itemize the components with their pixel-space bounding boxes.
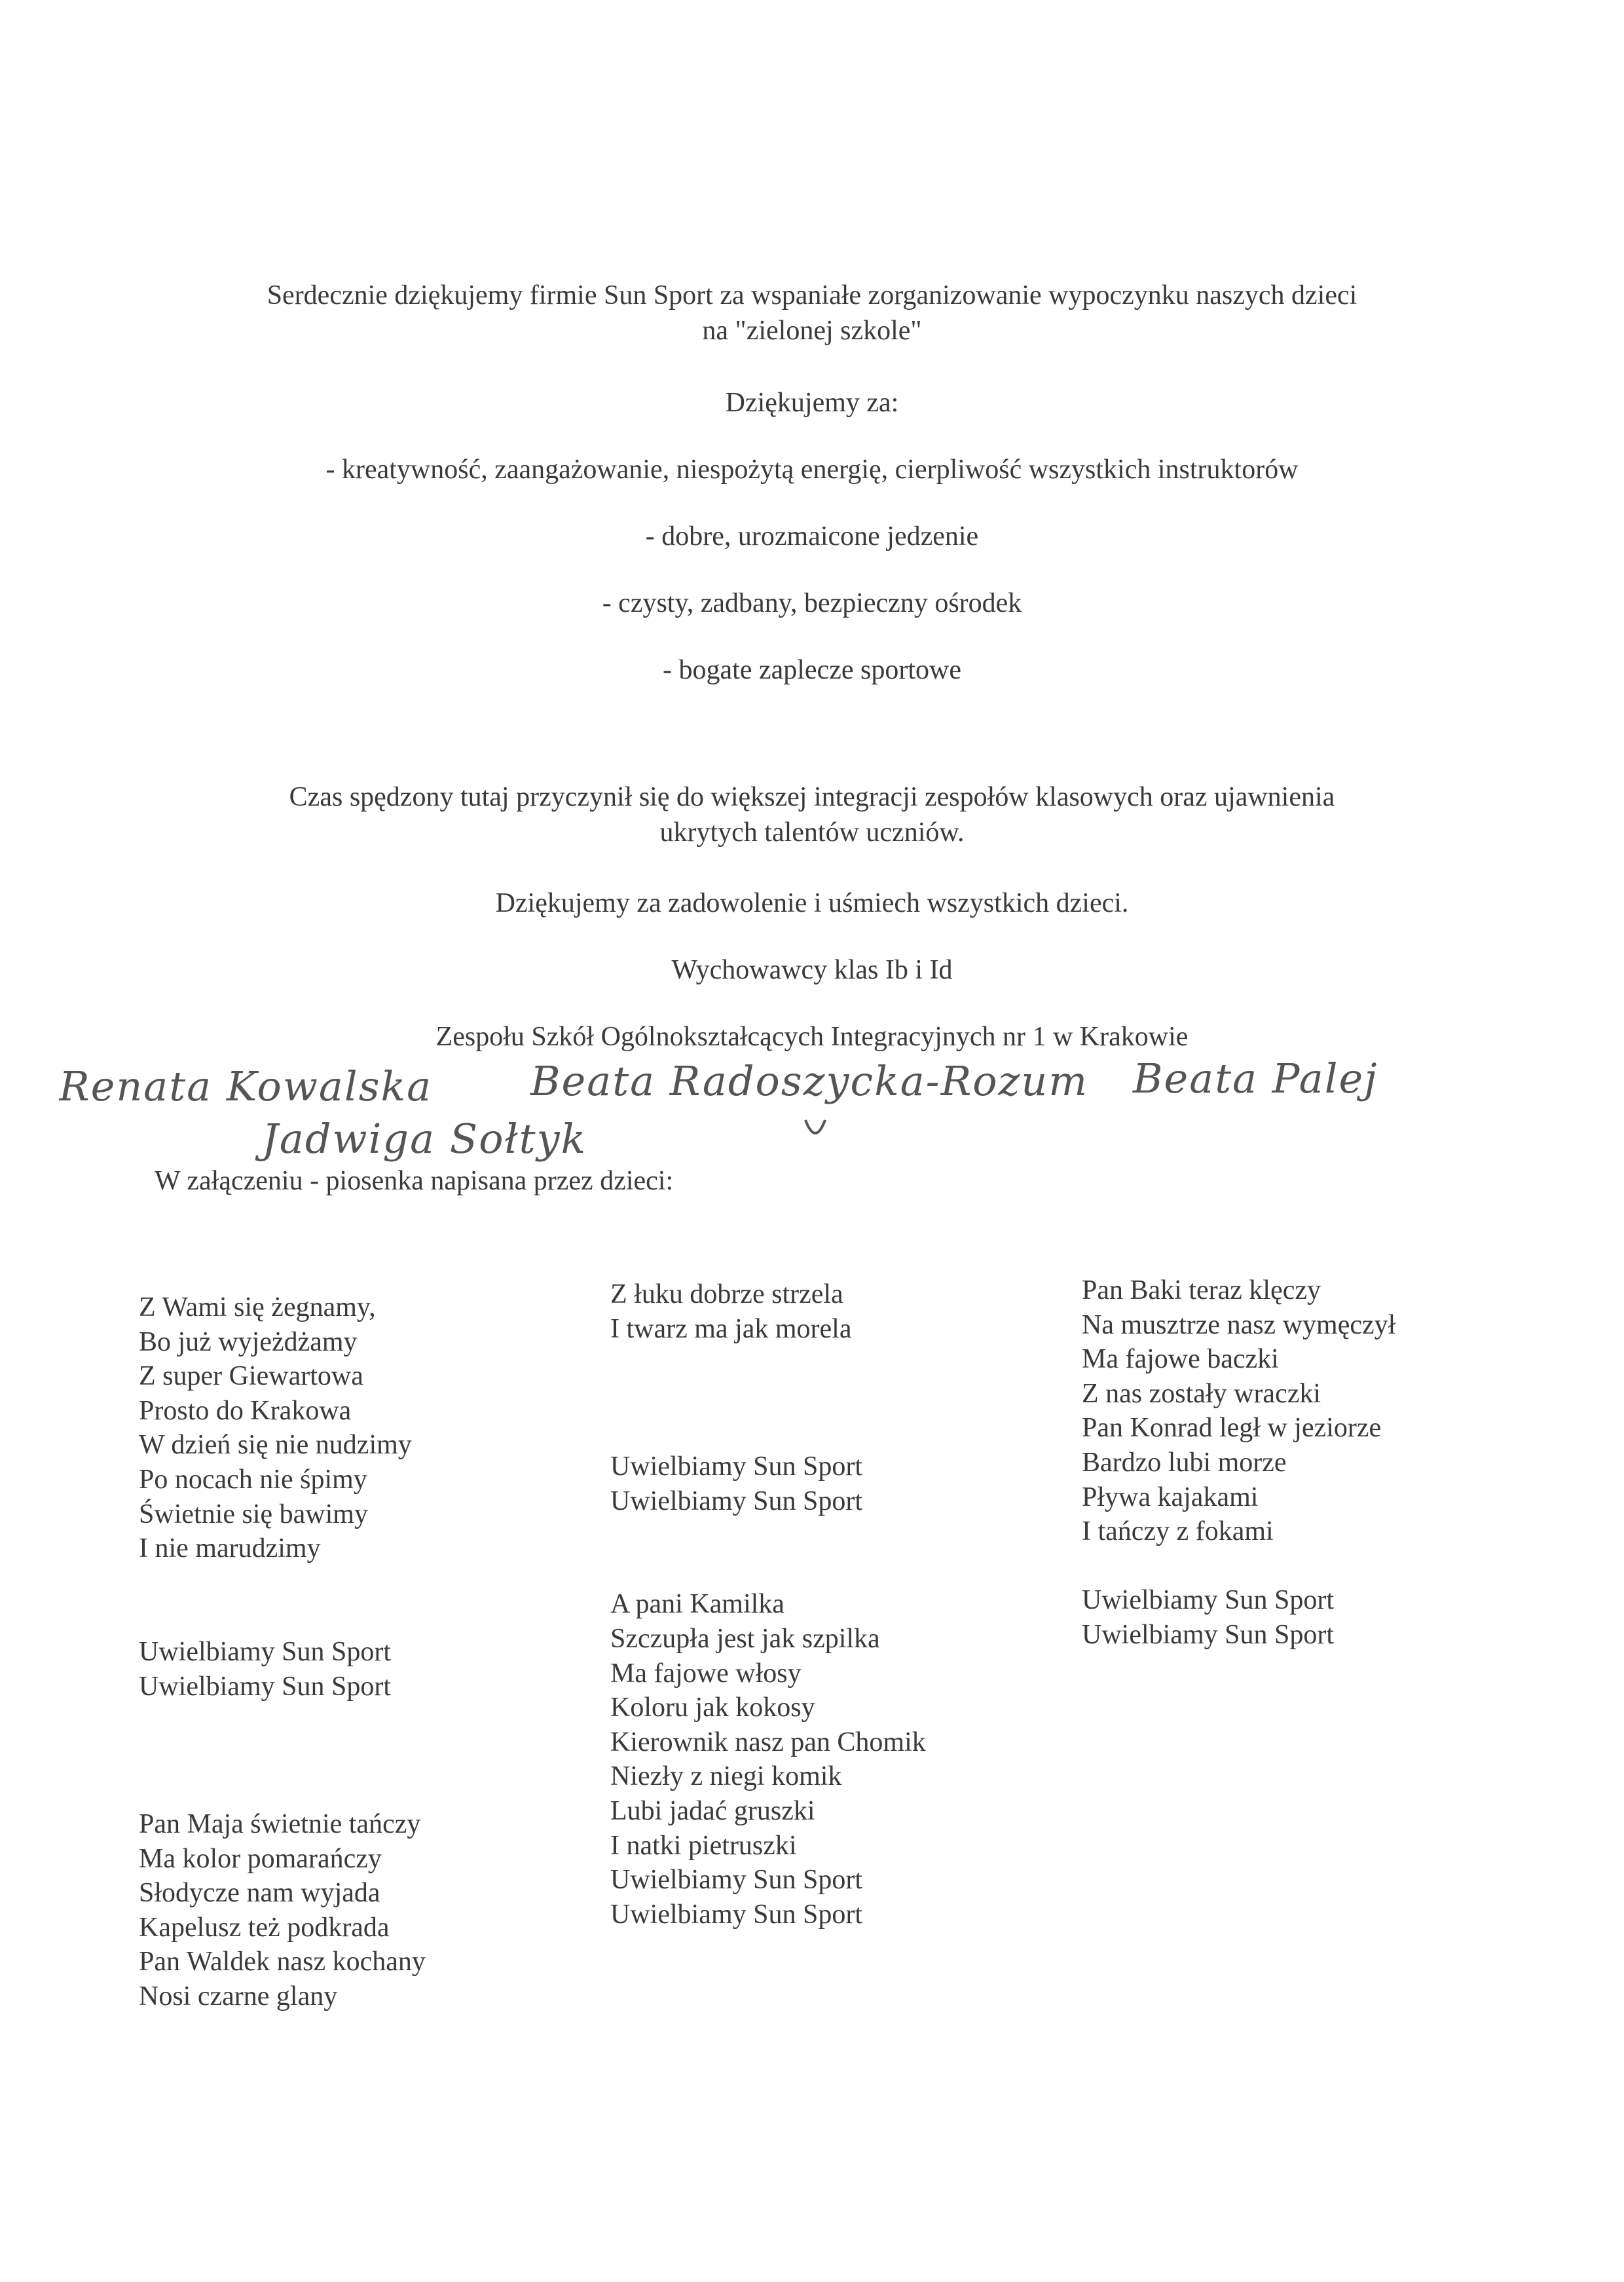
song-line: Z łuku dobrze strzela (610, 1279, 843, 1309)
closing-line: Dziękujemy za zadowolenie i uśmiech wszystkich dzieci. (495, 888, 1129, 918)
signed-by-line: Wychowawcy klas Ib i Id (671, 955, 953, 985)
handwritten-signatures (59, 1041, 1434, 1166)
song-line (610, 1553, 926, 1588)
song-line (139, 1738, 426, 1773)
signature-beata-palej: Beata Palej (1133, 1055, 1378, 1102)
song-line: Pan Waldek nasz kochany (139, 1947, 426, 1977)
integration-line-2: ukrytych talentów uczniów. (659, 817, 965, 848)
thanks-item-food: - dobre, urozmaicone jedzenie (645, 521, 979, 552)
song-line: Kapelusz też podkrada (139, 1912, 390, 1943)
intro-line-1: Serdecznie dziękujemy firmie Sun Sport za wspaniałe zorganizowanie wypoczynku naszych dzieci (267, 280, 1357, 310)
song-line: Kierownik nasz pan Chomik (610, 1727, 926, 1757)
signature-renata-kowalska: Renata Kowalska (59, 1062, 433, 1110)
signature-flourish (805, 1120, 825, 1133)
song-line (1082, 1549, 1395, 1584)
song-column-3 (1082, 1273, 1395, 1653)
thanks-item-sports: - bogate zaplecze sportowe (663, 655, 961, 685)
attachment-label: W załączeniu - piosenka napisana przez dzieci: (155, 1166, 674, 1196)
song-column-2 (610, 1277, 926, 1932)
song-line: Ma fajowe włosy (610, 1658, 802, 1689)
song-line: Bardzo lubi morze (1082, 1447, 1287, 1478)
song-line: Pływa kajakami (1082, 1482, 1259, 1512)
song-line: Ma fajowe baczki (1082, 1344, 1279, 1375)
song-line (610, 1381, 926, 1415)
song-line (139, 1704, 426, 1738)
song-line: Słodycze nam wyjada (139, 1878, 380, 1909)
song-line: Uwielbiamy Sun Sport (139, 1671, 391, 1702)
song-line: Uwielbiamy Sun Sport (1082, 1619, 1334, 1650)
signature-jadwiga-soltyk: Jadwiga Sołtyk (262, 1115, 587, 1163)
song-line: Na musztrze nasz wymęczył (1082, 1309, 1396, 1340)
song-line (610, 1518, 926, 1553)
song-line: Bo już wyjeżdżamy (139, 1326, 358, 1357)
song-line: Prosto do Krakowa (139, 1395, 352, 1426)
song-line: I twarz ma jak morela (610, 1313, 852, 1344)
song-line (610, 1415, 926, 1450)
song-line: Uwielbiamy Sun Sport (1082, 1585, 1334, 1616)
song-line (139, 1772, 426, 1807)
song-line: Z nas zostały wraczki (1082, 1378, 1321, 1409)
song-line: I nie marudzimy (139, 1533, 321, 1564)
intro-line-2: na "zielonej szkole" (702, 316, 922, 346)
song-line: W dzień się nie nudzimy (139, 1430, 412, 1461)
song-line: Ma kolor pomarańczy (139, 1843, 382, 1874)
song-line: Z super Giewartowa (139, 1361, 363, 1392)
song-line: Nosi czarne glany (139, 1981, 338, 2011)
song-line: Uwielbiamy Sun Sport (610, 1899, 862, 1930)
song-line: Szczupła jest jak szpilka (610, 1623, 880, 1654)
song-line: I natki pietruszki (610, 1830, 797, 1861)
song-line (139, 1600, 426, 1635)
song-line: Świetnie się bawimy (139, 1499, 368, 1529)
school-name-line: Zespołu Szkół Ogólnokształcących Integracyjnych nr 1 w Krakowie (435, 1022, 1189, 1052)
song-line: Lubi jadać gruszki (610, 1795, 815, 1826)
song-line (610, 1346, 926, 1381)
song-line: Z Wami się żegnamy, (139, 1292, 376, 1322)
song-column-1 (139, 1290, 426, 2013)
thanks-item-instructors: - kreatywność, zaangażowanie, niespożytą energię, cierpliwość wszystkich instruktorów (325, 455, 1299, 485)
song-line: Niezły z niegi komik (610, 1761, 842, 1792)
song-line: Koloru jak kokosy (610, 1693, 815, 1723)
song-line: A pani Kamilka (610, 1589, 784, 1620)
song-line: Uwielbiamy Sun Sport (610, 1451, 862, 1482)
integration-line-1: Czas spędzony tutaj przyczynił się do większej integracji zespołów klasowych oraz ujawnienia (289, 782, 1335, 812)
song-line: Po nocach nie śpimy (139, 1464, 367, 1495)
song-line (139, 1566, 426, 1601)
thanks-item-venue: - czysty, zadbany, bezpieczny ośrodek (602, 588, 1022, 618)
song-line: Pan Konrad legł w jeziorze (1082, 1413, 1382, 1444)
song-line: Uwielbiamy Sun Sport (610, 1486, 862, 1516)
thanks-heading: Dziękujemy za: (725, 388, 899, 418)
song-line: I tańczy z fokami (1082, 1516, 1274, 1547)
signature-beata-radoszycka-rozum: Beata Radoszycka-Rozum (530, 1057, 1088, 1105)
song-line: Pan Baki teraz klęczy (1082, 1275, 1321, 1305)
song-line: Pan Maja świetnie tańczy (139, 1808, 421, 1839)
song-line: Uwielbiamy Sun Sport (610, 1865, 862, 1896)
song-line: Uwielbiamy Sun Sport (139, 1636, 391, 1667)
